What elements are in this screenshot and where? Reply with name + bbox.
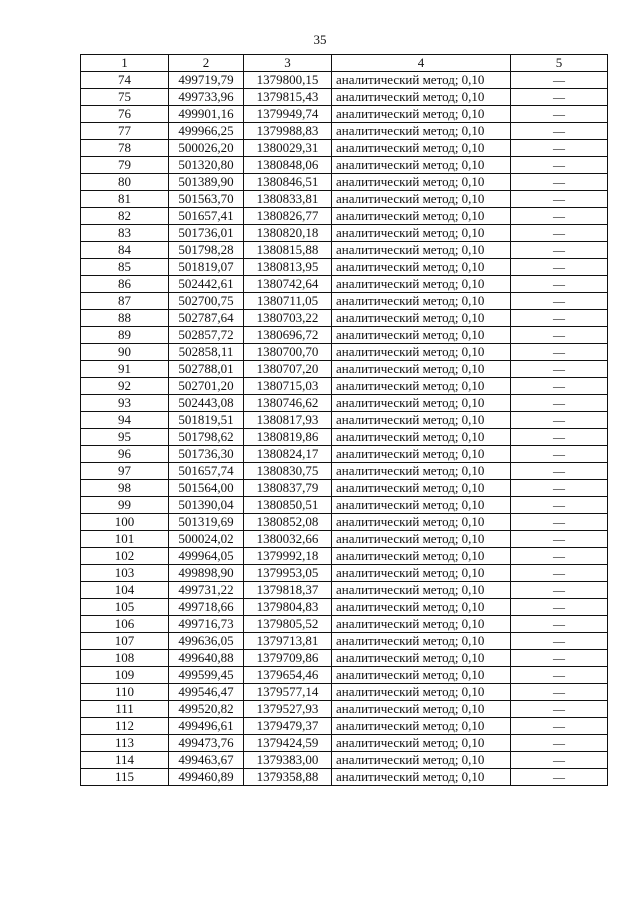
point-number-cell: 84 <box>81 242 169 259</box>
method-cell: аналитический метод; 0,10 <box>332 106 511 123</box>
x-coordinate-cell: 501798,62 <box>169 429 244 446</box>
point-number-cell: 93 <box>81 395 169 412</box>
point-number-cell: 80 <box>81 174 169 191</box>
note-cell: — <box>511 429 608 446</box>
table-row <box>81 123 608 140</box>
method-cell: аналитический метод; 0,10 <box>332 667 511 684</box>
column-header: 4 <box>332 55 511 72</box>
y-coordinate-cell: 1379383,00 <box>244 752 332 769</box>
method-cell: аналитический метод; 0,10 <box>332 310 511 327</box>
point-number-cell: 97 <box>81 463 169 480</box>
table-row <box>81 378 608 395</box>
table-row <box>81 752 608 769</box>
method-cell: аналитический метод; 0,10 <box>332 89 511 106</box>
table-row <box>81 514 608 531</box>
y-coordinate-cell: 1380846,51 <box>244 174 332 191</box>
x-coordinate-cell: 502858,11 <box>169 344 244 361</box>
method-cell: аналитический метод; 0,10 <box>332 480 511 497</box>
note-cell: — <box>511 531 608 548</box>
page-number: 35 <box>313 32 327 47</box>
note-cell: — <box>511 752 608 769</box>
x-coordinate-cell: 500026,20 <box>169 140 244 157</box>
point-number-cell: 92 <box>81 378 169 395</box>
note-cell: — <box>511 174 608 191</box>
column-header: 1 <box>81 55 169 72</box>
table-row <box>81 616 608 633</box>
method-cell: аналитический метод; 0,10 <box>332 395 511 412</box>
method-cell: аналитический метод; 0,10 <box>332 191 511 208</box>
note-cell: — <box>511 72 608 89</box>
point-number-cell: 79 <box>81 157 169 174</box>
x-coordinate-cell: 499636,05 <box>169 633 244 650</box>
method-cell: аналитический метод; 0,10 <box>332 225 511 242</box>
x-coordinate-cell: 499640,88 <box>169 650 244 667</box>
note-cell: — <box>511 412 608 429</box>
note-cell: — <box>511 344 608 361</box>
table-row <box>81 72 608 89</box>
y-coordinate-cell: 1379709,86 <box>244 650 332 667</box>
point-number-cell: 100 <box>81 514 169 531</box>
method-cell: аналитический метод; 0,10 <box>332 650 511 667</box>
y-coordinate-cell: 1380746,62 <box>244 395 332 412</box>
x-coordinate-cell: 499716,73 <box>169 616 244 633</box>
table-row <box>81 361 608 378</box>
y-coordinate-cell: 1380824,17 <box>244 446 332 463</box>
y-coordinate-cell: 1379713,81 <box>244 633 332 650</box>
method-cell: аналитический метод; 0,10 <box>332 769 511 786</box>
point-number-cell: 112 <box>81 718 169 735</box>
method-cell: аналитический метод; 0,10 <box>332 531 511 548</box>
y-coordinate-cell: 1380742,64 <box>244 276 332 293</box>
table-row <box>81 174 608 191</box>
point-number-cell: 90 <box>81 344 169 361</box>
y-coordinate-cell: 1379424,59 <box>244 735 332 752</box>
x-coordinate-cell: 501819,07 <box>169 259 244 276</box>
y-coordinate-cell: 1379804,83 <box>244 599 332 616</box>
y-coordinate-cell: 1379949,74 <box>244 106 332 123</box>
x-coordinate-cell: 501819,51 <box>169 412 244 429</box>
table-row <box>81 582 608 599</box>
table-row <box>81 242 608 259</box>
x-coordinate-cell: 501736,30 <box>169 446 244 463</box>
point-number-cell: 77 <box>81 123 169 140</box>
coordinates-table <box>80 54 608 786</box>
y-coordinate-cell: 1379815,43 <box>244 89 332 106</box>
method-cell: аналитический метод; 0,10 <box>332 463 511 480</box>
y-coordinate-cell: 1380032,66 <box>244 531 332 548</box>
note-cell: — <box>511 684 608 701</box>
x-coordinate-cell: 499546,47 <box>169 684 244 701</box>
table-row <box>81 684 608 701</box>
note-cell: — <box>511 548 608 565</box>
y-coordinate-cell: 1380837,79 <box>244 480 332 497</box>
point-number-cell: 106 <box>81 616 169 633</box>
note-cell: — <box>511 89 608 106</box>
note-cell: — <box>511 446 608 463</box>
point-number-cell: 91 <box>81 361 169 378</box>
method-cell: аналитический метод; 0,10 <box>332 429 511 446</box>
point-number-cell: 95 <box>81 429 169 446</box>
point-number-cell: 94 <box>81 412 169 429</box>
y-coordinate-cell: 1380819,86 <box>244 429 332 446</box>
note-cell: — <box>511 582 608 599</box>
y-coordinate-cell: 1380820,18 <box>244 225 332 242</box>
table-row <box>81 463 608 480</box>
point-number-cell: 82 <box>81 208 169 225</box>
x-coordinate-cell: 499473,76 <box>169 735 244 752</box>
point-number-cell: 75 <box>81 89 169 106</box>
x-coordinate-cell: 499719,79 <box>169 72 244 89</box>
y-coordinate-cell: 1379654,46 <box>244 667 332 684</box>
x-coordinate-cell: 499718,66 <box>169 599 244 616</box>
x-coordinate-cell: 499901,16 <box>169 106 244 123</box>
table-row <box>81 667 608 684</box>
method-cell: аналитический метод; 0,10 <box>332 633 511 650</box>
method-cell: аналитический метод; 0,10 <box>332 72 511 89</box>
method-cell: аналитический метод; 0,10 <box>332 514 511 531</box>
y-coordinate-cell: 1379479,37 <box>244 718 332 735</box>
point-number-cell: 103 <box>81 565 169 582</box>
x-coordinate-cell: 502857,72 <box>169 327 244 344</box>
x-coordinate-cell: 501657,41 <box>169 208 244 225</box>
point-number-cell: 111 <box>81 701 169 718</box>
note-cell: — <box>511 310 608 327</box>
table-row <box>81 327 608 344</box>
x-coordinate-cell: 499964,05 <box>169 548 244 565</box>
table-row <box>81 276 608 293</box>
table-row <box>81 344 608 361</box>
x-coordinate-cell: 502787,64 <box>169 310 244 327</box>
point-number-cell: 108 <box>81 650 169 667</box>
y-coordinate-cell: 1379527,93 <box>244 701 332 718</box>
x-coordinate-cell: 499733,96 <box>169 89 244 106</box>
note-cell: — <box>511 378 608 395</box>
note-cell: — <box>511 242 608 259</box>
method-cell: аналитический метод; 0,10 <box>332 276 511 293</box>
method-cell: аналитический метод; 0,10 <box>332 446 511 463</box>
point-number-cell: 105 <box>81 599 169 616</box>
table-row <box>81 548 608 565</box>
method-cell: аналитический метод; 0,10 <box>332 752 511 769</box>
method-cell: аналитический метод; 0,10 <box>332 157 511 174</box>
table-row <box>81 480 608 497</box>
table-row <box>81 140 608 157</box>
y-coordinate-cell: 1380813,95 <box>244 259 332 276</box>
table-row <box>81 191 608 208</box>
method-cell: аналитический метод; 0,10 <box>332 344 511 361</box>
table-row <box>81 599 608 616</box>
y-coordinate-cell: 1379992,18 <box>244 548 332 565</box>
x-coordinate-cell: 499496,61 <box>169 718 244 735</box>
method-cell: аналитический метод; 0,10 <box>332 412 511 429</box>
x-coordinate-cell: 499731,22 <box>169 582 244 599</box>
point-number-cell: 86 <box>81 276 169 293</box>
method-cell: аналитический метод; 0,10 <box>332 123 511 140</box>
y-coordinate-cell: 1380696,72 <box>244 327 332 344</box>
table-row <box>81 89 608 106</box>
note-cell: — <box>511 701 608 718</box>
method-cell: аналитический метод; 0,10 <box>332 548 511 565</box>
point-number-cell: 89 <box>81 327 169 344</box>
y-coordinate-cell: 1379818,37 <box>244 582 332 599</box>
y-coordinate-cell: 1380700,70 <box>244 344 332 361</box>
note-cell: — <box>511 123 608 140</box>
x-coordinate-cell: 501798,28 <box>169 242 244 259</box>
note-cell: — <box>511 565 608 582</box>
y-coordinate-cell: 1379988,83 <box>244 123 332 140</box>
y-coordinate-cell: 1380815,88 <box>244 242 332 259</box>
point-number-cell: 96 <box>81 446 169 463</box>
y-coordinate-cell: 1380850,51 <box>244 497 332 514</box>
point-number-cell: 85 <box>81 259 169 276</box>
y-coordinate-cell: 1379805,52 <box>244 616 332 633</box>
x-coordinate-cell: 499460,89 <box>169 769 244 786</box>
point-number-cell: 107 <box>81 633 169 650</box>
y-coordinate-cell: 1379953,05 <box>244 565 332 582</box>
method-cell: аналитический метод; 0,10 <box>332 174 511 191</box>
point-number-cell: 102 <box>81 548 169 565</box>
table-row <box>81 769 608 786</box>
table-row <box>81 259 608 276</box>
method-cell: аналитический метод; 0,10 <box>332 378 511 395</box>
table-row <box>81 446 608 463</box>
note-cell: — <box>511 106 608 123</box>
y-coordinate-cell: 1380848,06 <box>244 157 332 174</box>
table-row <box>81 106 608 123</box>
x-coordinate-cell: 502443,08 <box>169 395 244 412</box>
x-coordinate-cell: 502788,01 <box>169 361 244 378</box>
table-row <box>81 718 608 735</box>
note-cell: — <box>511 514 608 531</box>
method-cell: аналитический метод; 0,10 <box>332 327 511 344</box>
method-cell: аналитический метод; 0,10 <box>332 718 511 735</box>
x-coordinate-cell: 501563,70 <box>169 191 244 208</box>
method-cell: аналитический метод; 0,10 <box>332 582 511 599</box>
y-coordinate-cell: 1380826,77 <box>244 208 332 225</box>
table-row <box>81 412 608 429</box>
x-coordinate-cell: 500024,02 <box>169 531 244 548</box>
method-cell: аналитический метод; 0,10 <box>332 701 511 718</box>
table-row <box>81 735 608 752</box>
point-number-cell: 81 <box>81 191 169 208</box>
note-cell: — <box>511 616 608 633</box>
table-row <box>81 531 608 548</box>
method-cell: аналитический метод; 0,10 <box>332 242 511 259</box>
point-number-cell: 99 <box>81 497 169 514</box>
y-coordinate-cell: 1380715,03 <box>244 378 332 395</box>
note-cell: — <box>511 208 608 225</box>
point-number-cell: 110 <box>81 684 169 701</box>
table-row <box>81 395 608 412</box>
method-cell: аналитический метод; 0,10 <box>332 293 511 310</box>
x-coordinate-cell: 501564,00 <box>169 480 244 497</box>
table-row <box>81 633 608 650</box>
note-cell: — <box>511 650 608 667</box>
y-coordinate-cell: 1380833,81 <box>244 191 332 208</box>
table-header-row <box>81 55 608 72</box>
note-cell: — <box>511 140 608 157</box>
column-header: 2 <box>169 55 244 72</box>
method-cell: аналитический метод; 0,10 <box>332 565 511 582</box>
note-cell: — <box>511 769 608 786</box>
note-cell: — <box>511 276 608 293</box>
x-coordinate-cell: 501657,74 <box>169 463 244 480</box>
x-coordinate-cell: 499463,67 <box>169 752 244 769</box>
y-coordinate-cell: 1380711,05 <box>244 293 332 310</box>
table-row <box>81 310 608 327</box>
method-cell: аналитический метод; 0,10 <box>332 735 511 752</box>
method-cell: аналитический метод; 0,10 <box>332 616 511 633</box>
table-row <box>81 650 608 667</box>
note-cell: — <box>511 327 608 344</box>
x-coordinate-cell: 501319,69 <box>169 514 244 531</box>
point-number-cell: 74 <box>81 72 169 89</box>
note-cell: — <box>511 293 608 310</box>
y-coordinate-cell: 1379800,15 <box>244 72 332 89</box>
y-coordinate-cell: 1380817,93 <box>244 412 332 429</box>
y-coordinate-cell: 1380707,20 <box>244 361 332 378</box>
point-number-cell: 88 <box>81 310 169 327</box>
note-cell: — <box>511 259 608 276</box>
point-number-cell: 101 <box>81 531 169 548</box>
method-cell: аналитический метод; 0,10 <box>332 599 511 616</box>
note-cell: — <box>511 633 608 650</box>
x-coordinate-cell: 499599,45 <box>169 667 244 684</box>
y-coordinate-cell: 1380029,31 <box>244 140 332 157</box>
note-cell: — <box>511 225 608 242</box>
table-row <box>81 225 608 242</box>
note-cell: — <box>511 463 608 480</box>
table-row <box>81 293 608 310</box>
note-cell: — <box>511 667 608 684</box>
note-cell: — <box>511 599 608 616</box>
method-cell: аналитический метод; 0,10 <box>332 497 511 514</box>
table-row <box>81 157 608 174</box>
x-coordinate-cell: 501320,80 <box>169 157 244 174</box>
point-number-cell: 109 <box>81 667 169 684</box>
point-number-cell: 78 <box>81 140 169 157</box>
column-header: 5 <box>511 55 608 72</box>
point-number-cell: 104 <box>81 582 169 599</box>
note-cell: — <box>511 157 608 174</box>
x-coordinate-cell: 501390,04 <box>169 497 244 514</box>
point-number-cell: 76 <box>81 106 169 123</box>
x-coordinate-cell: 502700,75 <box>169 293 244 310</box>
note-cell: — <box>511 735 608 752</box>
table-row <box>81 565 608 582</box>
x-coordinate-cell: 499966,25 <box>169 123 244 140</box>
point-number-cell: 115 <box>81 769 169 786</box>
point-number-cell: 113 <box>81 735 169 752</box>
table-row <box>81 497 608 514</box>
y-coordinate-cell: 1380830,75 <box>244 463 332 480</box>
x-coordinate-cell: 501736,01 <box>169 225 244 242</box>
x-coordinate-cell: 502442,61 <box>169 276 244 293</box>
note-cell: — <box>511 718 608 735</box>
method-cell: аналитический метод; 0,10 <box>332 361 511 378</box>
point-number-cell: 114 <box>81 752 169 769</box>
x-coordinate-cell: 501389,90 <box>169 174 244 191</box>
method-cell: аналитический метод; 0,10 <box>332 684 511 701</box>
point-number-cell: 98 <box>81 480 169 497</box>
method-cell: аналитический метод; 0,10 <box>332 259 511 276</box>
y-coordinate-cell: 1379358,88 <box>244 769 332 786</box>
x-coordinate-cell: 499898,90 <box>169 565 244 582</box>
point-number-cell: 87 <box>81 293 169 310</box>
method-cell: аналитический метод; 0,10 <box>332 208 511 225</box>
method-cell: аналитический метод; 0,10 <box>332 140 511 157</box>
column-header: 3 <box>244 55 332 72</box>
y-coordinate-cell: 1380852,08 <box>244 514 332 531</box>
x-coordinate-cell: 502701,20 <box>169 378 244 395</box>
y-coordinate-cell: 1379577,14 <box>244 684 332 701</box>
table-row <box>81 208 608 225</box>
note-cell: — <box>511 480 608 497</box>
y-coordinate-cell: 1380703,22 <box>244 310 332 327</box>
table-row <box>81 701 608 718</box>
x-coordinate-cell: 499520,82 <box>169 701 244 718</box>
table-body <box>81 72 608 786</box>
point-number-cell: 83 <box>81 225 169 242</box>
note-cell: — <box>511 191 608 208</box>
table-row <box>81 429 608 446</box>
note-cell: — <box>511 395 608 412</box>
note-cell: — <box>511 497 608 514</box>
note-cell: — <box>511 361 608 378</box>
